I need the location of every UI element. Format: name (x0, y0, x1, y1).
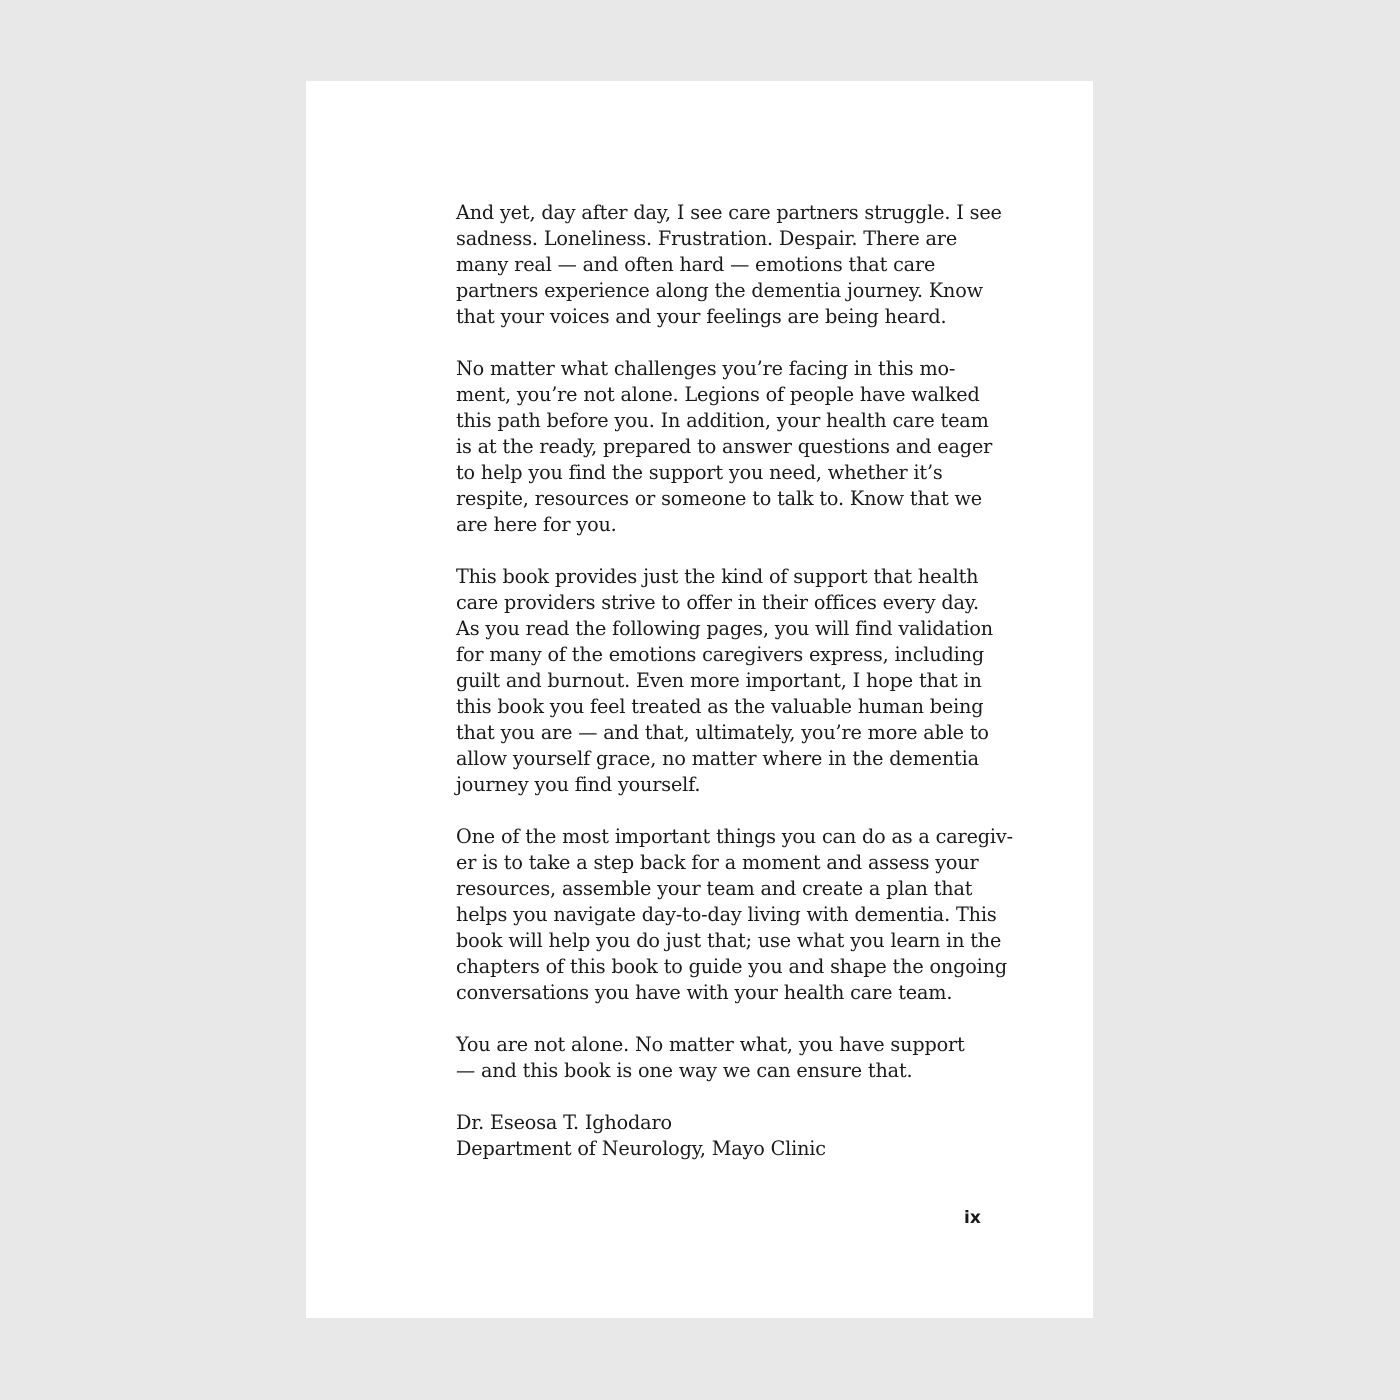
text-line: sadness. Loneliness. Frustration. Despair. There are (456, 227, 958, 250)
text-line: for many of the emotions caregivers express, including (456, 643, 984, 666)
text-line: conversations you have with your health care team. (456, 981, 953, 1004)
text-line: allow yourself grace, no matter where in the dementia (456, 747, 979, 770)
signature-name: Dr. Eseosa T. Ighodaro (456, 1111, 672, 1134)
text-line: that your voices and your feelings are being heard. (456, 305, 947, 328)
paragraph-3 (456, 564, 993, 798)
text-line: This book provides just the kind of support that health (456, 565, 979, 588)
paragraph-1 (456, 200, 1002, 330)
text-line: You are not alone. No matter what, you have support (456, 1033, 965, 1056)
text-line: And yet, day after day, I see care partners struggle. I see (456, 201, 1002, 224)
text-line: this path before you. In addition, your health care team (456, 409, 989, 432)
text-line: respite, resources or someone to talk to. Know that we (456, 487, 982, 510)
text-line: ment, you’re not alone. Legions of people have walked (456, 383, 980, 406)
text-line: care providers strive to offer in their offices every day. (456, 591, 979, 614)
text-line: many real — and often hard — emotions that care (456, 253, 936, 276)
text-line: are here for you. (456, 513, 617, 536)
text-line: chapters of this book to guide you and shape the ongoing (456, 955, 1007, 978)
signature-affiliation: Department of Neurology, Mayo Clinic (456, 1137, 826, 1160)
text-line: — and this book is one way we can ensure that. (456, 1059, 913, 1082)
paragraph-2 (456, 356, 993, 538)
body-text (456, 200, 1013, 1162)
text-line: this book you feel treated as the valuable human being (456, 695, 984, 718)
paragraph-4 (456, 824, 1013, 1006)
paragraph-5 (456, 1032, 986, 1084)
text-line: As you read the following pages, you will find validation (456, 617, 993, 640)
book-page (306, 81, 1093, 1318)
text-line: journey you find yourself. (456, 773, 701, 796)
text-line: resources, assemble your team and create a plan that (456, 877, 973, 900)
text-line: to help you find the support you need, whether it’s (456, 461, 943, 484)
text-line: No matter what challenges you’re facing in this mo- (456, 357, 956, 380)
signature-block (456, 1110, 986, 1162)
text-line: helps you navigate day-to-day living with dementia. This (456, 903, 997, 926)
page-number: ix (964, 1208, 981, 1228)
text-line: book will help you do just that; use what you learn in the (456, 929, 1002, 952)
text-line: One of the most important things you can do as a caregiv- (456, 825, 1013, 848)
text-line: is at the ready, prepared to answer questions and eager (456, 435, 993, 458)
text-line: partners experience along the dementia journey. Know (456, 279, 983, 302)
text-line: er is to take a step back for a moment and assess your (456, 851, 979, 874)
text-line: that you are — and that, ultimately, you’re more able to (456, 721, 989, 744)
text-line: guilt and burnout. Even more important, I hope that in (456, 669, 982, 692)
